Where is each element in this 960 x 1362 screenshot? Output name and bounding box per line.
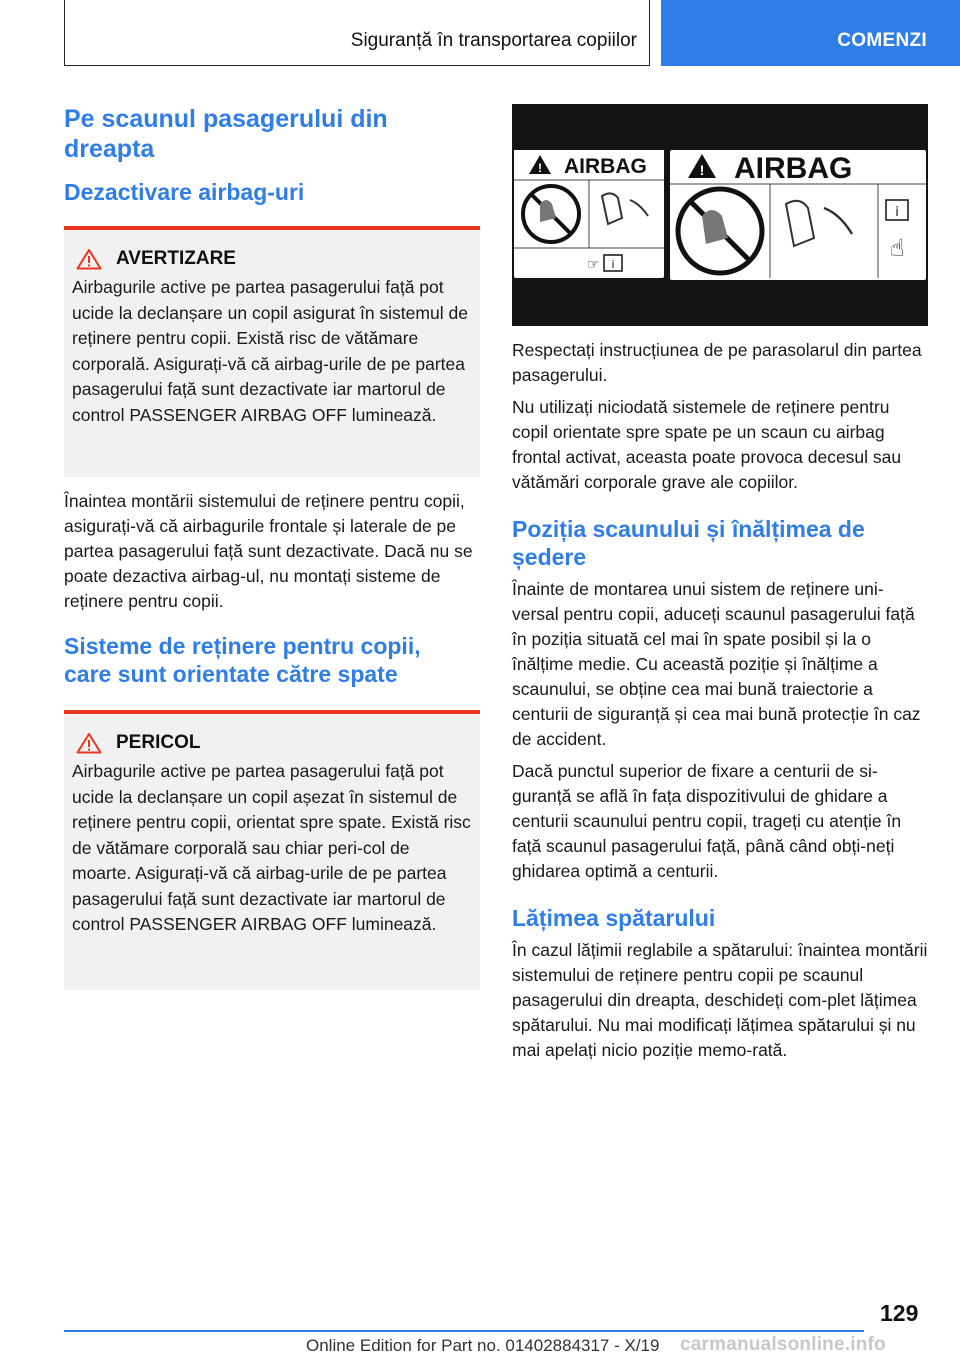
svg-text:☝: ☝: [890, 234, 905, 262]
paragraph-backrest-width: În cazul lățimii reglabile a spătarului: înaintea montării sistemului de reținere pentru copii pe scaunul pasagerului din dreapta, deschideți com-plet lățimea spătarului. Nu mai modificați lățimea spătarului și nu mai apelați nicio poziție memo-rată.: [512, 940, 928, 1060]
svg-text:i: i: [611, 258, 615, 271]
warning-triangle-icon: [76, 732, 102, 754]
paragraph-before-mounting: Înaintea montării sistemului de reținere pentru copii, asigurați-vă că airbagurile frontale și laterale de pe partea pasagerului față sunt dezactivate. Dacă nu se poate dezactiva airbag-ul, nu montați sisteme de reținere pentru copii.: [64, 491, 473, 611]
airbag-label-figure: [512, 104, 928, 326]
danger-text: Airbagurile active pe partea pasagerului față pot ucide la declanșare un copil așezat în sistemul de reținere pentru copii, orientat spre spate. Există risc de vătămare corporală sau chiar peri-col de moarte. Asigurați-vă că airbag-urile de pe partea pasagerului față sunt dezactivate iar martorul de control PASSENGER AIRBAG OFF luminează.: [72, 761, 471, 934]
header-section-tab[interactable]: [661, 0, 960, 66]
footer-divider: [64, 1330, 864, 1332]
left-column: [64, 104, 480, 990]
section-title: Pe scaunul pasagerului din dreapta: [64, 105, 388, 163]
header-chapter-box: [64, 0, 650, 66]
svg-text:i: i: [895, 205, 899, 220]
footer-edition: Online Edition for Part no. 01402884317 - X/19: [306, 1336, 660, 1355]
small-label-airbag-text: AIRBAG: [564, 155, 647, 178]
airbag-warning-labels-illustration: [512, 104, 928, 326]
paragraph-belt-anchor: Dacă punctul superior de fixare a centurii de si-guranță se află în fața dispozitivului de ghidare a centurii scaunului pentru copii, trageți cu atenție în față scaunul pasagerului față, până când obți-neți ghidarea optimă a centurii.: [512, 761, 902, 881]
warning-label: AVERTIZARE: [116, 248, 236, 269]
svg-text:!: !: [699, 162, 705, 178]
paragraph-never-use: Nu utilizați niciodată sistemele de reținere pentru copil orientate spre spate pe un scaun cu airbag frontal activat, aceasta poate provoca decesul sau vătămări corporale grave ale copiilor.: [512, 397, 902, 492]
large-label-airbag-text: AIRBAG: [734, 152, 853, 185]
warning-heading: [76, 248, 472, 270]
header-chapter-title: Siguranță în transportarea copiilor: [350, 30, 637, 51]
danger-heading: [76, 732, 472, 754]
subtitle-backrest-width: Lățimea spătarului: [512, 905, 716, 931]
header-section-label: COMENZI: [837, 30, 927, 51]
paragraph-sun-visor: Respectați instrucțiunea de pe parasolarul din partea pasagerului.: [512, 340, 922, 385]
right-column: [512, 104, 928, 1063]
svg-text:☞: ☞: [587, 257, 600, 273]
danger-label: PERICOL: [116, 732, 201, 753]
subtitle-rear-facing-seats: Sisteme de reținere pentru copii, care sunt orientate către spate: [64, 633, 421, 687]
danger-box: [64, 710, 480, 990]
paragraph-seat-position: Înainte de montarea unui sistem de reținere uni-versal pentru copii, aduceți scaunul pasagerului față în poziția situată cel mai în spate posibil și la o înălțime medie. Cu această poziție și înălțime a scaunului, se obține cea mai bună traiectorie a centurii de siguranță și cea mai bună protecție în caz de accident.: [512, 579, 921, 749]
subtitle-airbag-deactivation: Dezactivare airbag-uri: [64, 179, 305, 205]
svg-text:!: !: [538, 161, 542, 175]
subtitle-seat-position: Poziția scaunului și înălțimea de ședere: [512, 516, 865, 570]
warning-triangle-icon: [76, 248, 102, 270]
warning-text: Airbagurile active pe partea pasagerului față pot ucide la declanșare un copil asigurat în sistemul de reținere pentru copii. Există risc de vătămare corporală. Asigurați-vă că airbag-urile de pe partea pasagerului față sunt dezactivate iar martorul de control PASSENGER AIRBAG OFF luminează.: [72, 277, 468, 425]
footer-watermark[interactable]: carmanualsonline.info: [680, 1334, 886, 1355]
warning-box: [64, 226, 480, 477]
page-number: 129: [880, 1300, 919, 1326]
